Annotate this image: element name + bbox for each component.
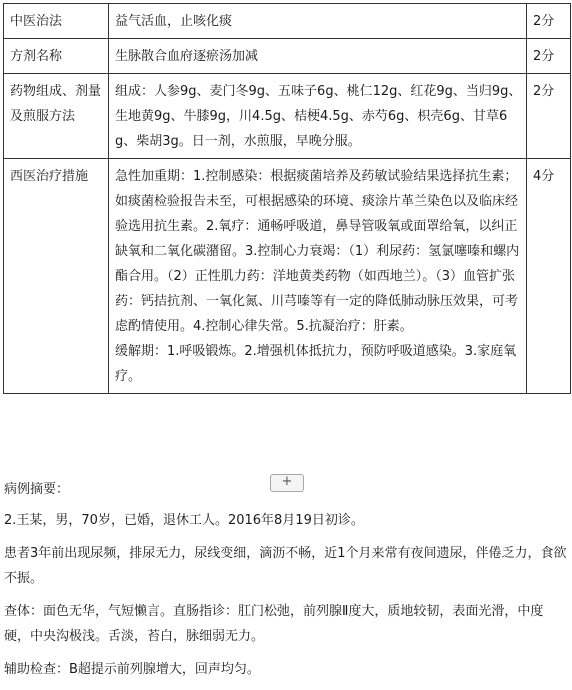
row-label: 中医治法 (4, 4, 109, 39)
row-content-text: 组成：人参9g、麦门冬9g、五味子6g、桃仁12g、红花9g、当归9g、生地黄9g、牛膝9g，川4.5g、桔梗4.5g、赤芍6g、枳壳6g、甘草6g、柴胡3g。日一剂，水煎服，早晚分服。 (115, 84, 522, 149)
table-row (4, 74, 571, 159)
patient-info: 2.王某，男，70岁，已婚，退休工人。2016年8月19日初诊。 (4, 513, 364, 528)
table-row (4, 159, 571, 394)
row-score: 2分 (527, 74, 571, 159)
add-row-button[interactable]: + (270, 474, 304, 492)
row-content-text: 缓解期：1.呼吸锻炼。2.增强机体抵抗力，预防呼吸道感染。3.家庭氧疗。 (115, 344, 517, 384)
row-content (109, 74, 527, 159)
row-label: 药物组成、剂量及煎服方法 (4, 74, 109, 159)
table-row (4, 39, 571, 74)
case-summary (4, 477, 568, 690)
row-content-text: 生脉散合血府逐瘀汤加减 (115, 49, 259, 64)
row-label: 西医治疗措施 (4, 159, 109, 394)
summary-heading: 病例摘要： (4, 482, 70, 497)
auxiliary-exam: 辅助检查：B超提示前列腺增大，回声均匀。 (4, 662, 260, 677)
table-row (4, 4, 571, 39)
row-score: 2分 (527, 4, 571, 39)
row-content (109, 4, 527, 39)
physical-exam: 查体：面色无华，气短懒言。直肠指诊：肛门松弛，前列腺Ⅱ度大，质地较韧，表面光滑，中度硬，中央沟极浅。舌淡，苔白，脉细弱无力。 (4, 604, 544, 644)
row-content-text: 益气活血，止咳化痰 (115, 14, 233, 29)
row-score: 4分 (527, 159, 571, 394)
chief-complaint: 患者3年前出现尿频，排尿无力，尿线变细，滴沥不畅，近1个月来常有夜间遗尿，伴倦乏力，食欲不振。 (4, 546, 567, 586)
row-content (109, 159, 527, 394)
row-content-text: 急性加重期：1.控制感染：根据痰菌培养及药敏试验结果选择抗生素；如痰菌检验报告未至，可根据感染的环境、痰涂片革兰染色以及临床经验选用抗生素。2.氧疗：通畅呼吸道，鼻导管吸氧或面罩给氧，以纠正缺氧和二氧化碳潴留。3.控制心力衰竭：（1）利尿药：氢氯噻嗪和螺内酯合用。（2）正性肌力药：洋地黄类药物（如西地兰）。（3）血管扩张药：钙拮抗剂、一氧化氮、川芎嗪等有一定的降低肺动脉压效果，可考虑酌情使用。4.控制心律失常。5.抗凝治疗：肝素。 (115, 169, 520, 334)
row-content (109, 39, 527, 74)
row-label: 方剂名称 (4, 39, 109, 74)
grading-table (3, 3, 571, 394)
row-score: 2分 (527, 39, 571, 74)
